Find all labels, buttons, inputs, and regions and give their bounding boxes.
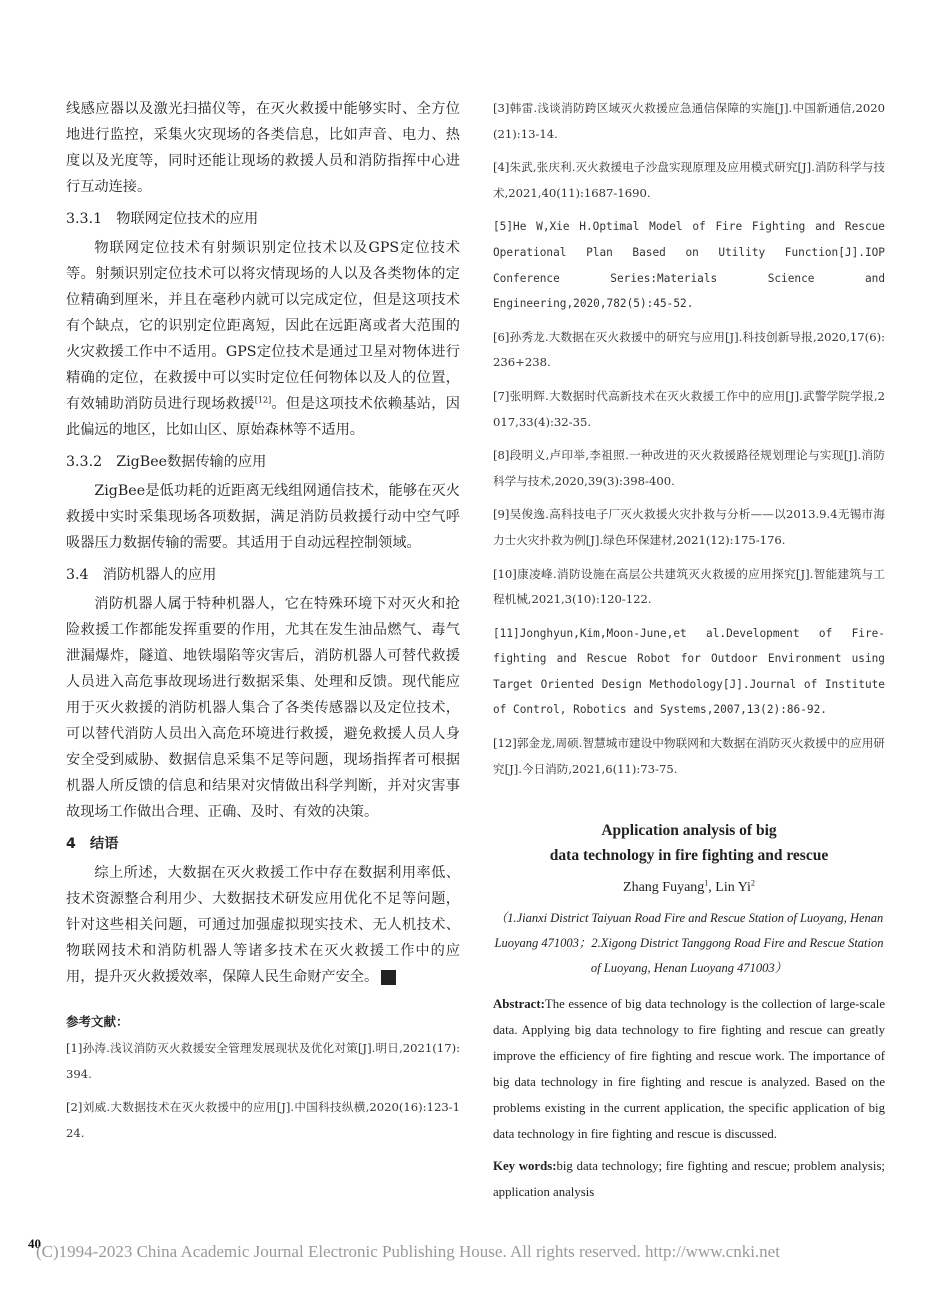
author-separator: ,: [708, 880, 716, 896]
reference-item: [6]孙秀龙.大数据在灭火救援中的研究与应用[J].科技创新导报,2020,17(6):236+238.: [493, 329, 885, 370]
reference-item: [7]张明辉.大数据时代高新技术在灭火救援工作中的应用[J].武警学院学报,2017,33(4):32-35.: [493, 388, 885, 429]
section-3-3-1-heading: 3.3.1 物联网定位技术的应用: [66, 211, 259, 227]
section-4-heading: 4 结语: [66, 836, 119, 852]
author-1-affiliation-mark: 1: [704, 878, 709, 888]
section-3-3-2-heading: 3.3.2 ZigBee数据传输的应用: [66, 454, 267, 470]
page-number: 40: [28, 1236, 41, 1251]
reference-item: [5]He W,Xie H.Optimal Model of Fire Fighting and Rescue Operational Plan Based on Utility Function[J].IOP Conference Series:Materials Science and Engineering,2020,782(5):45-52.: [493, 220, 885, 311]
reference-item: [4]朱武,张庆利.灭火救援电子沙盘实现原理及应用模式研究[J].消防科学与技术,2021,40(11):1687-1690.: [493, 160, 885, 200]
english-keywords: [493, 1153, 885, 1205]
reference-item: [1]孙涛.浅议消防灭火救援安全管理发展现状及优化对策[J].明日,2021(17):394.: [66, 1041, 460, 1081]
english-abstract-block: [493, 818, 885, 1205]
intro-paragraph: 线感应器以及激光扫描仪等，在灭火救援中能够实时、全方位地进行监控，采集火灾现场的各类信息，比如声音、电力、热度以及光度等，同时还能让现场的救援人员和消防指挥中心进行互动连接。: [66, 101, 460, 195]
left-column: [66, 96, 460, 1154]
references-heading: 参考文献：: [66, 1014, 129, 1029]
author-1: Zhang Fuyang: [623, 880, 705, 896]
section-3-4-paragraph: 消防机器人属于特种机器人，它在特殊环境下对灭火和抢险救援工作都能发挥重要的作用，尤其在发生油品燃气、毒气泄漏爆炸，隧道、地铁塌陷等灾害后，消防机器人可替代救援人员进入高危事故现场进行数据采集、处理和反馈。现代能应用于灭火救援的消防机器人集合了各类传感器以及定位技术，可以替代消防人员出入高危环境进行救援，避免救援人员人身安全受到威胁、数据信息采集不足等问题，现场指挥者可根据机器人所反馈的信息和结果对灾情做出科学判断，并对灾害事故现场工作做出合理、正确、及时、有效的决策。: [66, 596, 460, 820]
abstract-label: Abstract:: [493, 997, 545, 1012]
reference-item: [11]Jonghyun,Kim,Moon-June,et al.Development of Fire-fighting and Rescue Robot for Outdoor Environment using Target Oriented Design Methodology[J].Journal of Institute of Control, Robotics and Systems,2007,13(2):86-92.: [493, 626, 885, 717]
section-4-text: 综上所述，大数据在灭火救援工作中存在数据利用率低、技术资源整合利用少、大数据技术研发应用优化不足等问题，针对这些相关问题，可通过加强虚拟现实技术、无人机技术、物联网技术和消防机器人等诸多技术在灭火救援工作中的应用，提升灭火救援效率，保障人民生命财产安全。: [66, 865, 460, 985]
copyright-watermark: (C)1994-2023 China Academic Journal Electronic Publishing House. All rights reserved. http://www.cnki.net: [36, 1242, 780, 1261]
citation-12[interactable]: [12]: [254, 395, 272, 405]
abstract-text: The essence of big data technology is the collection of large-scale data. Applying big data technology to fire fighting and rescue can greatly improve the efficiency of fire fighting and rescue work. The importance of big data technology in fire fighting and rescue is analyzed. Based on the problems existing in the current application, the specific application of big data technology in fire fighting and rescue is discussed.: [493, 997, 885, 1142]
reference-item: [10]康凌峰.消防设施在高层公共建筑灭火救援的应用探究[J].智能建筑与工程机械,2021,3(10):120-122.: [493, 566, 885, 607]
section-3-4-heading: 3.4 消防机器人的应用: [66, 567, 217, 583]
reference-item: [8]段明义,卢印举,李祖照.一种改进的灭火救援路径规划理论与实现[J].消防科学与技术,2020,39(3):398-400.: [493, 448, 885, 488]
end-mark-icon: 6: [381, 970, 396, 985]
affiliations: （1.Jianxi District Taiyuan Road Fire and Rescue Station of Luoyang, Henan Luoyang 471003；2.Xigong District Tanggong Road Fire and Rescue Station of Luoyang, Henan Luoyang 471003）: [494, 911, 884, 976]
reference-item: [2]刘威.大数据技术在灭火救援中的应用[J].中国科技纵横,2020(16):123-124.: [66, 1100, 460, 1140]
section-3-3-1-text-b: 。但是这项技术依赖基站，因此偏远的地区，比如山区、原始森林等不适用。: [66, 396, 460, 438]
author-2-affiliation-mark: 2: [750, 878, 755, 888]
keywords-label: Key words:: [493, 1159, 557, 1174]
author-2: Lin Yi: [715, 880, 751, 896]
right-column: [493, 96, 885, 1211]
english-title-line-1: Application analysis of big: [601, 822, 777, 840]
section-3-3-2-paragraph: ZigBee是低功耗的近距离无线组网通信技术，能够在灭火救援中实时采集现场各项数据，满足消防员救援行动中空气呼吸器压力数据传输的需要。其适用于自动远程控制领域。: [66, 483, 460, 551]
section-4-paragraph: [66, 860, 460, 990]
reference-item: [3]韩雷.浅谈消防跨区域灭火救援应急通信保障的实施[J].中国新通信,2020(21):13-14.: [493, 101, 885, 141]
reference-item: [12]郭金龙,周硕.智慧城市建设中物联网和大数据在消防灭火救援中的应用研究[J].今日消防,2021,6(11):73-75.: [493, 736, 885, 776]
english-abstract: [493, 991, 885, 1147]
english-title-line-2: data technology in fire fighting and rescue: [549, 847, 829, 865]
section-3-3-1-text-a: 物联网定位技术有射频识别定位技术以及GPS定位技术等。射频识别定位技术可以将灾情现场的人以及各类物体的定位精确到厘米，并且在毫秒内就可以完成定位，但是这项技术有个缺点，它的识别定位距离短，因此在远距离或者大范围的火灾救援工作中不适用。GPS定位技术是通过卫星对物体进行精确的定位，在救援中可以实时定位任何物体以及人的位置，有效辅助消防员进行现场救援: [66, 240, 460, 412]
section-3-3-1-paragraph: [66, 235, 460, 443]
keywords-text: big data technology; fire fighting and rescue; problem analysis; application analysis: [493, 1159, 885, 1200]
reference-item: [9]吴俊逸.高科技电子厂灭火救援火灾扑救与分析——以2013.9.4无锡市海力士火灾扑救为例[J].绿色环保建材,2021(12):175-176.: [493, 507, 885, 547]
authors: [493, 880, 885, 896]
